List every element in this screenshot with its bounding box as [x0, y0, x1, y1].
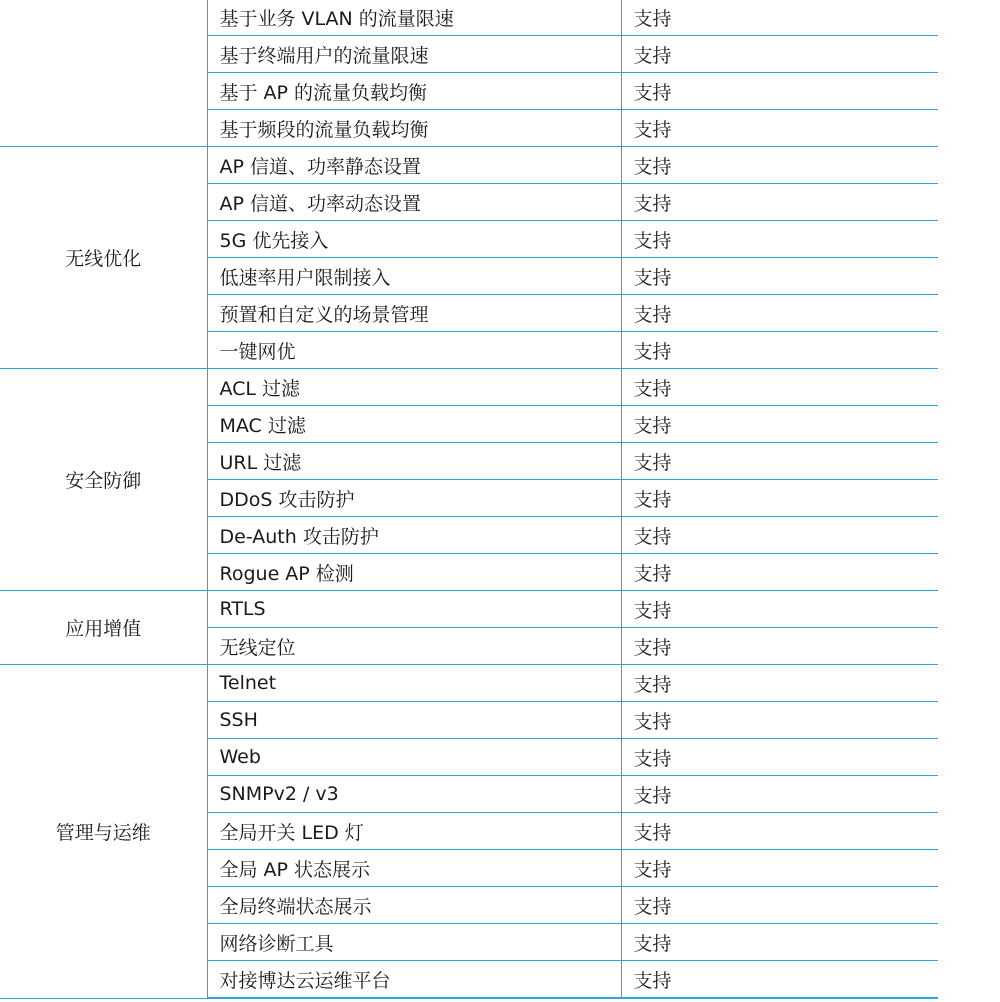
support-value-cell: 支持 — [621, 184, 938, 221]
feature-cell: 基于频段的流量负载均衡 — [207, 110, 621, 147]
support-value-cell: 支持 — [621, 591, 938, 628]
table-row — [0, 0, 938, 36]
support-value-cell: 支持 — [621, 665, 938, 702]
feature-cell: 全局开关 LED 灯 — [207, 813, 621, 850]
support-value-cell: 支持 — [621, 258, 938, 295]
support-value-cell: 支持 — [621, 73, 938, 110]
feature-cell: 预置和自定义的场景管理 — [207, 295, 621, 332]
feature-cell: 基于业务 VLAN 的流量限速 — [207, 0, 621, 36]
feature-cell: 全局 AP 状态展示 — [207, 850, 621, 887]
support-value-cell: 支持 — [621, 739, 938, 776]
feature-cell: RTLS — [207, 591, 621, 628]
category-cell — [0, 0, 207, 147]
feature-cell: Rogue AP 检测 — [207, 554, 621, 591]
feature-cell: AP 信道、功率静态设置 — [207, 147, 621, 184]
feature-cell: 一键网优 — [207, 332, 621, 369]
support-value-cell: 支持 — [621, 628, 938, 665]
feature-cell: 全局终端状态展示 — [207, 887, 621, 924]
feature-cell: De-Auth 攻击防护 — [207, 517, 621, 554]
support-value-cell: 支持 — [621, 36, 938, 73]
feature-cell: 基于终端用户的流量限速 — [207, 36, 621, 73]
support-value-cell: 支持 — [621, 924, 938, 961]
feature-cell: MAC 过滤 — [207, 406, 621, 443]
support-value-cell: 支持 — [621, 702, 938, 739]
support-value-cell: 支持 — [621, 221, 938, 258]
support-value-cell: 支持 — [621, 813, 938, 850]
category-cell: 应用增值 — [0, 591, 207, 665]
feature-cell: 低速率用户限制接入 — [207, 258, 621, 295]
feature-cell: ACL 过滤 — [207, 369, 621, 406]
table-row — [0, 665, 938, 702]
support-value-cell: 支持 — [621, 406, 938, 443]
feature-cell: 基于 AP 的流量负载均衡 — [207, 73, 621, 110]
table-row — [0, 147, 938, 184]
support-value-cell: 支持 — [621, 776, 938, 813]
support-value-cell: 支持 — [621, 887, 938, 924]
feature-cell: Telnet — [207, 665, 621, 702]
support-value-cell: 支持 — [621, 480, 938, 517]
support-value-cell: 支持 — [621, 369, 938, 406]
table-row — [0, 591, 938, 628]
feature-cell: Web — [207, 739, 621, 776]
feature-cell: SNMPv2 / v3 — [207, 776, 621, 813]
category-cell: 无线优化 — [0, 147, 207, 369]
feature-cell: 网络诊断工具 — [207, 924, 621, 961]
feature-cell: URL 过滤 — [207, 443, 621, 480]
feature-cell: 无线定位 — [207, 628, 621, 665]
category-cell: 安全防御 — [0, 369, 207, 591]
support-value-cell: 支持 — [621, 443, 938, 480]
feature-cell: DDoS 攻击防护 — [207, 480, 621, 517]
feature-cell: SSH — [207, 702, 621, 739]
support-value-cell: 支持 — [621, 110, 938, 147]
feature-cell: 对接博达云运维平台 — [207, 961, 621, 999]
support-value-cell: 支持 — [621, 295, 938, 332]
support-value-cell: 支持 — [621, 961, 938, 999]
support-value-cell: 支持 — [621, 517, 938, 554]
category-cell: 管理与运维 — [0, 665, 207, 999]
feature-cell: AP 信道、功率动态设置 — [207, 184, 621, 221]
support-value-cell: 支持 — [621, 0, 938, 36]
support-value-cell: 支持 — [621, 332, 938, 369]
table-row — [0, 369, 938, 406]
feature-cell: 5G 优先接入 — [207, 221, 621, 258]
support-value-cell: 支持 — [621, 147, 938, 184]
support-value-cell: 支持 — [621, 850, 938, 887]
support-value-cell: 支持 — [621, 554, 938, 591]
